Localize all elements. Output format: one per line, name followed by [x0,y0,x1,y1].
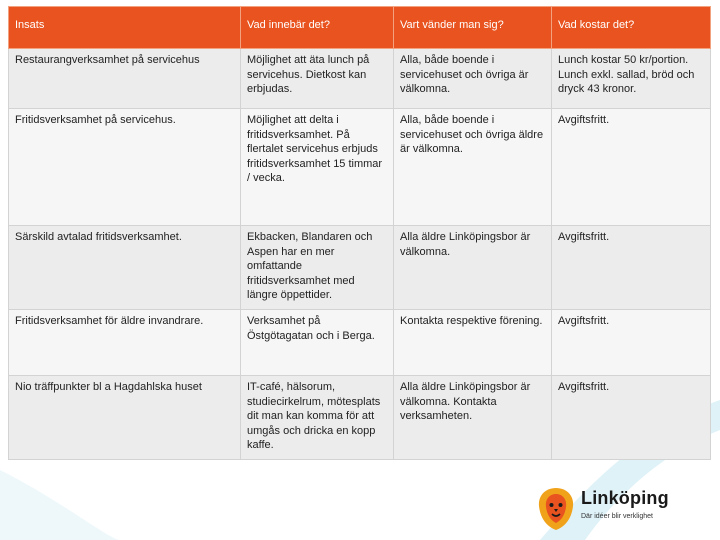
table-cell: Särskild avtalad fritidsverksamhet. [9,226,241,310]
table-cell: Alla, både boende i servicehuset och övriga är välkomna. [394,49,552,109]
table-cell: Restaurangverksamhet på servicehus [9,49,241,109]
linkoping-logo [535,486,715,534]
table-row [9,49,711,109]
table-cell: Fritidsverksamhet för äldre invandrare. [9,310,241,376]
table-cell: IT-café, hälsorum, studiecirkelrum, mötesplats dit man kan komma för att umgås och dricka en kopp kaffe. [241,376,394,460]
table-cell: Alla äldre Linköpingsbor är välkomna. Kontakta verksamheten. [394,376,552,460]
table-cell: Ekbacken, Blandaren och Aspen har en mer omfattande fritidsverksamhet med längre öppettider. [241,226,394,310]
header-vart-vander: Vart vänder man sig? [394,7,552,49]
table-cell: Nio träffpunkter bl a Hagdahlska huset [9,376,241,460]
table-cell: Avgiftsfritt. [552,226,711,310]
table-cell: Fritidsverksamhet på servicehus. [9,109,241,226]
header-vad-innebar: Vad innebär det? [241,7,394,49]
lion-icon [535,486,577,532]
header-vad-kostar: Vad kostar det? [552,7,711,49]
table-cell: Avgiftsfritt. [552,109,711,226]
logo-tagline: Där idéer blir verklighet [581,513,653,520]
table-row [9,109,711,226]
table-cell: Alla, både boende i servicehuset och övriga äldre är välkomna. [394,109,552,226]
table-cell: Lunch kostar 50 kr/portion. Lunch exkl. sallad, bröd och dryck 43 kronor. [552,49,711,109]
table-cell: Avgiftsfritt. [552,376,711,460]
services-table [8,6,711,460]
table-header-row [9,7,711,49]
table-cell: Möjlighet att äta lunch på servicehus. Dietkost kan erbjudas. [241,49,394,109]
table-row [9,310,711,376]
table-cell: Avgiftsfritt. [552,310,711,376]
table-cell: Verksamhet på Östgötagatan och i Berga. [241,310,394,376]
table-row [9,376,711,460]
logo-title: Linköping [581,488,669,508]
table-cell: Alla äldre Linköpingsbor är välkomna. [394,226,552,310]
table-cell: Kontakta respektive förening. [394,310,552,376]
table-row [9,226,711,310]
header-insats: Insats [9,7,241,49]
table-cell: Möjlighet att delta i fritidsverksamhet. På flertalet servicehus erbjuds fritidsverksamhet 15 timmar / vecka. [241,109,394,226]
